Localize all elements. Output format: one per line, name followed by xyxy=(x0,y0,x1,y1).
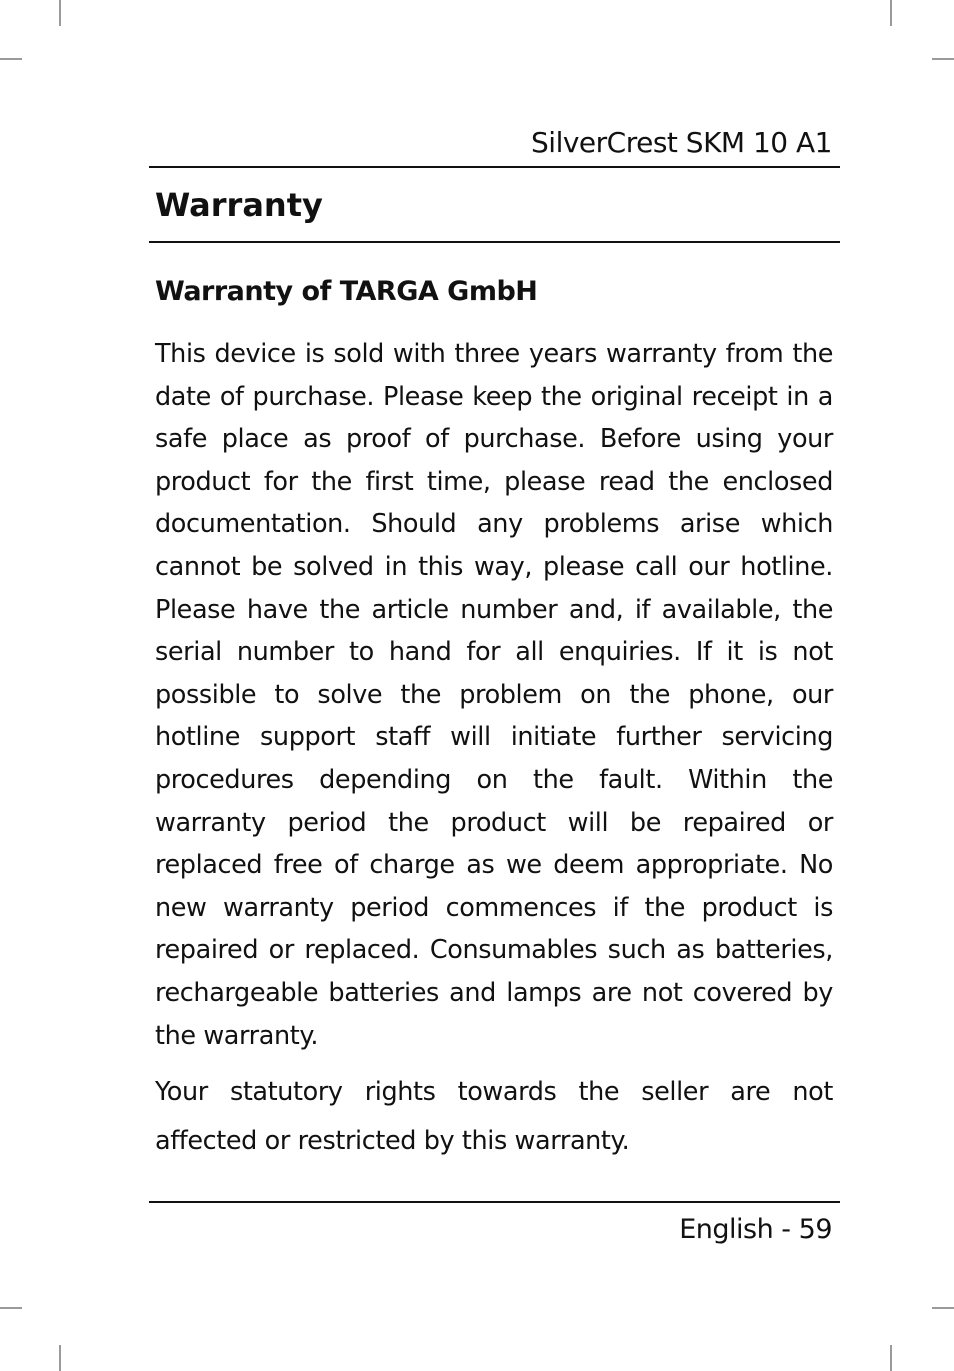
crop-mark-top-left xyxy=(59,0,61,26)
crop-mark-right-top xyxy=(932,58,954,60)
crop-mark-top-right xyxy=(890,0,892,26)
statutory-rights-paragraph: Your statutory rights towards the seller are not affected or restricted by this warranty. xyxy=(155,1077,833,1156)
page-number: English - 59 xyxy=(679,1214,832,1245)
subsection-title: Warranty of TARGA GmbH xyxy=(155,276,538,307)
crop-mark-left-top xyxy=(0,58,22,60)
crop-mark-bottom-left xyxy=(59,1345,61,1371)
warranty-paragraph: This device is sold with three years warranty from the date of purchase. Please keep the original receipt in a safe place as proof of purchase. Before using your product for the first time, please read the enclosed documentation. Should any problems arise which cannot be solved in this way, please call our hotline. Please have the article number and, if available, the serial number to hand for all enquiries. If it is not possible to solve the problem on the phone, our hotline support staff will initiate further servicing procedures depending on the fault. Within the warranty period the product will be repaired or replaced free of charge as we deem appropriate. No new warranty period commences if the product is repaired or replaced. Consumables such as batteries, rechargeable batteries and lamps are not covered by the warranty. xyxy=(155,339,833,1051)
header-rule xyxy=(149,166,840,168)
crop-mark-left-bottom xyxy=(0,1307,22,1309)
crop-mark-bottom-right xyxy=(890,1345,892,1371)
section-rule xyxy=(149,241,840,243)
running-header: SilverCrest SKM 10 A1 xyxy=(531,126,832,159)
crop-mark-right-bottom xyxy=(932,1307,954,1309)
footer-rule xyxy=(149,1201,840,1203)
section-title: Warranty xyxy=(155,186,323,224)
